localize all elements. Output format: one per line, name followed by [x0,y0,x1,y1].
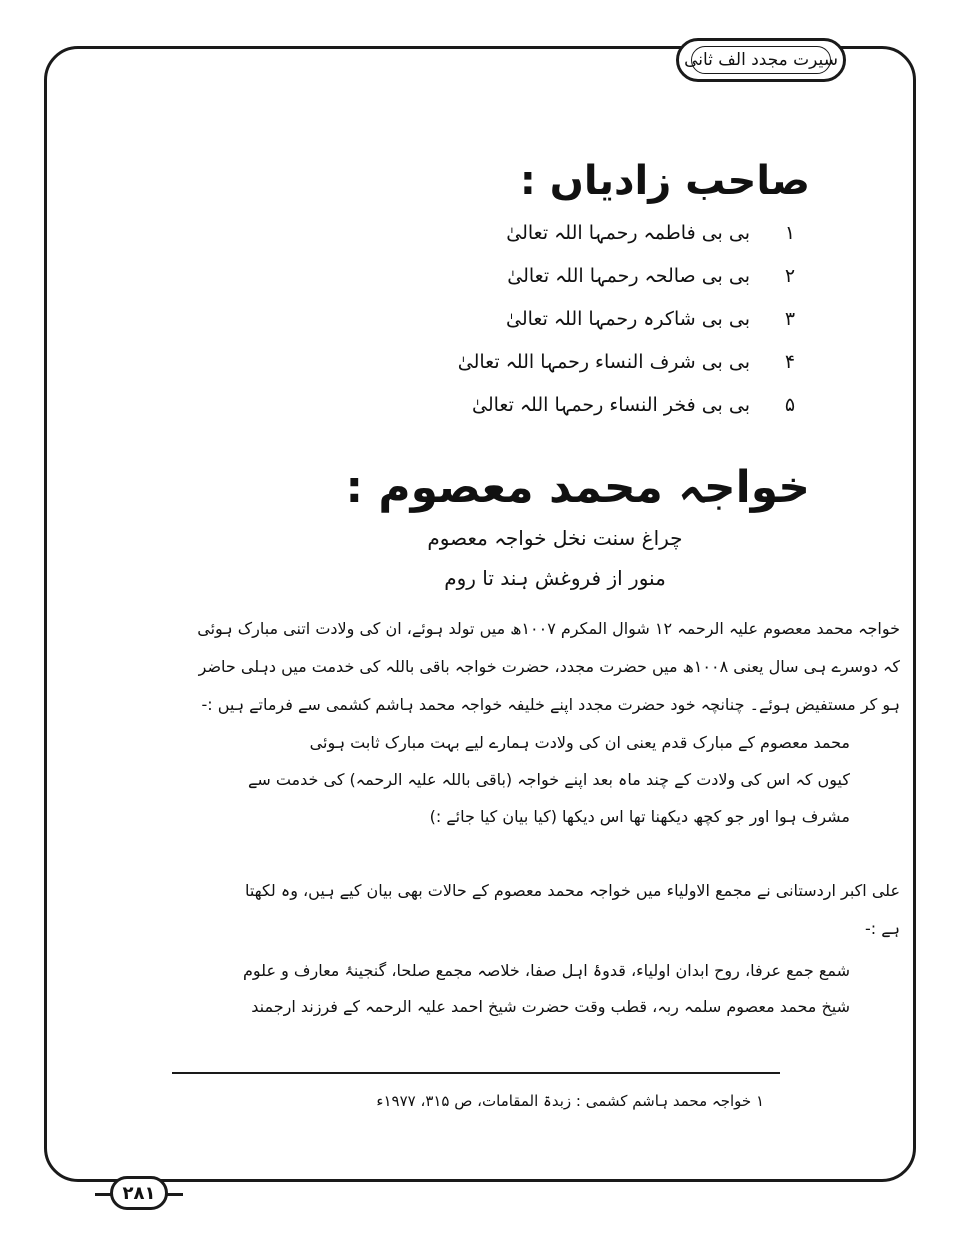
paragraph-line: ہے :- [865,919,900,938]
list-item-number: ۵ [784,394,796,416]
footnote: ۱ خواجہ محمد ہاشم کشمی : زبدۃ المقامات، ص ۳۱۵، ۱۹۷۷ء [376,1092,764,1110]
list-item-number: ۴ [784,351,796,373]
list-item [310,351,810,394]
list-item [310,265,810,308]
paragraph-intro [110,610,900,724]
list-item-number: ۲ [784,265,796,287]
running-header [676,38,846,82]
block-quote [247,724,850,835]
paragraph-majma [110,872,900,948]
list-item [310,308,810,351]
list-item-text: بی بی شاکرہ رحمہا اللہ تعالیٰ [505,308,750,330]
paragraph-line: خواجہ محمد معصوم علیہ الرحمہ ۱۲ شوال المکرم ۱۰۰۷ھ میں تولد ہوئے، ان کی ولادت اتنی مبارک ہوئی [197,619,900,638]
paragraph-line: شیخ محمد معصوم سلمہ ربہ، قطب وقت حضرت شیخ احمد علیہ الرحمہ کے فرزند ارجمند [251,997,850,1016]
daughters-list [310,222,810,437]
list-item [310,394,810,437]
quote-line: محمد معصوم کے مبارک قدم یعنی ان کی ولادت ہمارے لیے بہت مبارک ثابت ہوئی [309,733,850,752]
page-number-label: ۲۸۱ [122,1182,156,1204]
verse-line-2: منور از فروغش ہند تا روم [444,566,666,590]
section-heading: خواجہ محمد معصوم : [345,462,810,513]
list-item-text: بی بی فخر النساء رحمہا اللہ تعالیٰ [472,394,750,416]
verse-line-1: چراغ سنت نخل خواجہ معصوم [427,526,683,550]
list-item-text: بی بی شرف النساء رحمہا اللہ تعالیٰ [457,351,750,373]
page-number [110,1176,168,1210]
quote-line: مشرف ہوا اور جو کچھ دیکھنا تھا اس دیکھا (کیا بیان کیا جائے :) [429,807,850,826]
running-header-title: سیرت مجدد الف ثانی [684,50,838,70]
quote-line: کیوں کہ اس کی ولادت کے چند ماہ بعد اپنے خواجہ (باقی باللہ علیہ الرحمہ) کی خدمت سے [247,770,850,789]
paragraph-persian-quote [170,952,850,1024]
list-item-text: بی بی صالحہ رحمہا اللہ تعالیٰ [507,265,750,287]
footnote-divider [172,1072,780,1074]
paragraph-line: کہ دوسرے ہی سال یعنی ۱۰۰۸ھ میں حضرت مجدد، حضرت خواجہ باقی باللہ کی خدمت میں دہلی حاضر [198,657,900,676]
paragraph-line: شمع جمع عرفا، روح ابدان اولیاء، قدوۂ اہل صفا، خلاصہ مجمع صلحا، گنجینۂ معارف و علوم [242,961,850,980]
list-item-number: ۳ [784,308,796,330]
paragraph-line: ہو کر مستفیض ہوئے۔ چنانچہ خود حضرت مجدد اپنے خلیفہ خواجہ محمد ہاشم کشمی سے فرماتے ہیں :- [201,695,900,714]
list-item-number: ۱ [784,222,796,244]
list-item-text: بی بی فاطمہ رحمہا اللہ تعالیٰ [506,222,750,244]
list-item [310,222,810,265]
paragraph-line: علی اکبر اردستانی نے مجمع الاولیاء میں خواجہ محمد معصوم کے حالات بھی بیان کیے ہیں، وہ لکھتا [244,881,900,900]
daughters-heading: صاحب زادیاں : [519,158,810,204]
